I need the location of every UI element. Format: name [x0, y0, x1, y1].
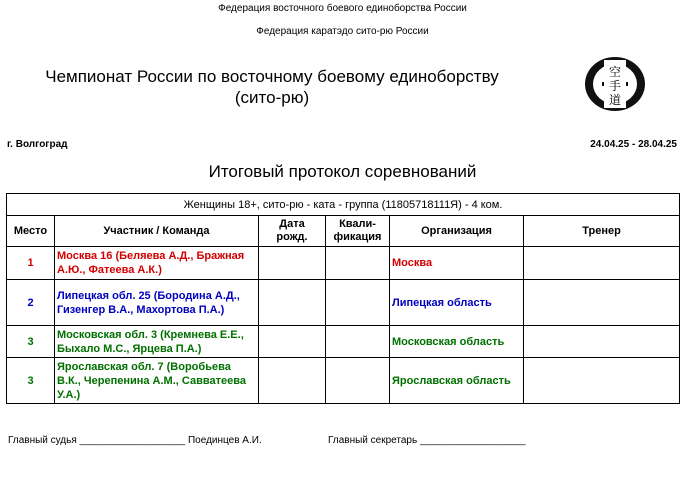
col-place: Место: [7, 216, 55, 247]
logo-char-2: 手: [608, 79, 622, 93]
col-participant: Участник / Команда: [55, 216, 259, 247]
qualification-cell: [326, 247, 390, 280]
organization-cell: Москва: [390, 247, 524, 280]
col-qual-line-2: фикация: [333, 231, 382, 243]
col-organization: Организация: [390, 216, 524, 247]
birth-cell: [259, 247, 326, 280]
coach-cell: [524, 326, 680, 358]
col-birth-line-2: рожд.: [276, 231, 308, 243]
table-row: [7, 247, 680, 280]
coach-cell: [524, 247, 680, 280]
organization-cell: Липецкая область: [390, 280, 524, 326]
place-cell: 2: [7, 280, 55, 326]
organization-cell: Ярославская область: [390, 358, 524, 404]
federation-line-2: Федерация каратэдо сито-рю России: [256, 26, 429, 37]
qualification-cell: [326, 280, 390, 326]
column-header-row: [7, 216, 680, 247]
title-line-2: (сито-рю): [234, 88, 310, 107]
qualification-cell: [326, 358, 390, 404]
place-cell: 3: [7, 326, 55, 358]
table-row: [7, 358, 680, 404]
chief-judge-signature: Главный судья ___________________ Поединцев А.И.: [8, 435, 262, 446]
qualification-cell: [326, 326, 390, 358]
team-cell: Липецкая обл. 25 (Бородина А.Д., Гизенгер В.А., Махортова П.А.): [55, 280, 259, 326]
logo-char-1: 空: [608, 65, 622, 79]
protocol-title: Итоговый протокол соревнований: [208, 162, 477, 181]
city: г. Волгоград: [7, 139, 68, 150]
federation-line-1: Федерация восточного боевого единоборства России: [218, 3, 467, 14]
birth-cell: [259, 326, 326, 358]
col-birth: [259, 216, 326, 247]
birth-cell: [259, 358, 326, 404]
title-line-1: Чемпионат России по восточному боевому единоборству: [45, 67, 499, 86]
group-title: Женщины 18+, сито-рю - ката - группа (11805718111Я) - 4 ком.: [7, 194, 680, 216]
col-qual-line-1: Квали-: [339, 218, 376, 230]
col-qualification: [326, 216, 390, 247]
team-cell: Ярославская обл. 7 (Воробьева В.К., Черепенина А.М., Савватеева У.А.): [55, 358, 259, 404]
table-row: [7, 280, 680, 326]
table-row: [7, 326, 680, 358]
organization-cell: Московская область: [390, 326, 524, 358]
col-birth-line-1: Дата: [279, 218, 305, 230]
coach-cell: [524, 280, 680, 326]
results-table: [6, 193, 680, 404]
place-cell: 3: [7, 358, 55, 404]
birth-cell: [259, 280, 326, 326]
dates: 24.04.25 - 28.04.25: [590, 139, 677, 150]
col-coach: Тренер: [524, 216, 680, 247]
group-header-row: [7, 194, 680, 216]
team-cell: Московская обл. 3 (Кремнева Е.Е., Быхало М.С., Ярцева П.А.): [55, 326, 259, 358]
place-cell: 1: [7, 247, 55, 280]
chief-secretary-signature: Главный секретарь ___________________: [328, 435, 526, 446]
coach-cell: [524, 358, 680, 404]
karatedo-logo-icon: [583, 55, 647, 113]
championship-title: [12, 66, 532, 108]
logo-char-3: 道: [608, 93, 622, 107]
team-cell: Москва 16 (Беляева А.Д., Бражная А.Ю., Фатеева А.К.): [55, 247, 259, 280]
